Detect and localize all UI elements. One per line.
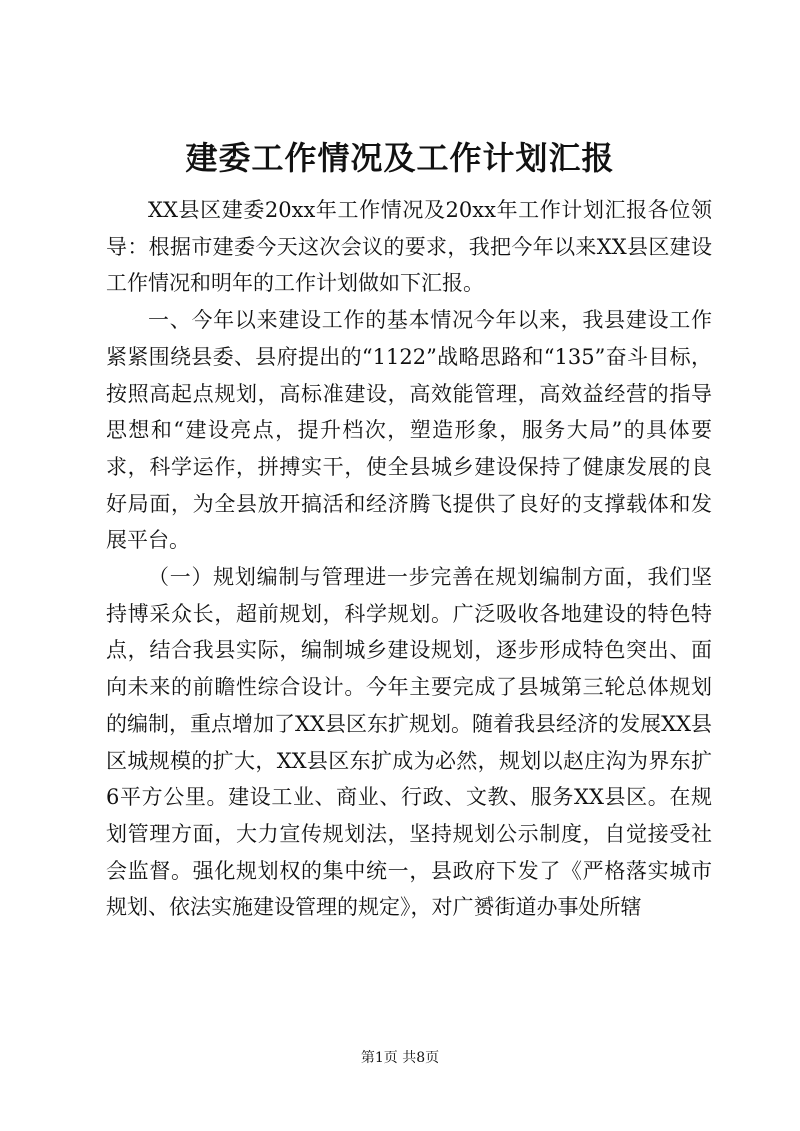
paragraph-intro: XX县区建委20xx年工作情况及20xx年工作计划汇报各位领导：根据市建委今天这次会议的要求，我把今年以来XX县区建设工作情况和明年的工作计划做如下汇报。 <box>106 198 712 296</box>
document-body <box>106 192 712 926</box>
paragraph-subsection-planning: （一）规划编制与管理进一步完善在规划编制方面，我们坚持博采众长，超前规划，科学规划。广泛吸收各地建设的特色特点，结合我县实际，编制城乡建设规划，逐步形成特色突出、面向未来的前瞻性综合设计。今年主要完成了县城第三轮总体规划的编制，重点增加了XX县区东扩规划。随着我县经济的发展XX县区城规模的扩大，XX县区东扩成为必然，规划以赵庄沟为界东扩6平方公里。建设工业、商业、行政、文教、服务XX县区。在规划管理方面，大力宣传规划法，坚持规划公示制度，自觉接受社会监督。强化规划权的集中统一，县政府下发了《严格落实城市规划、依法实施建设管理的规定》，对广赟街道办事处所辖 <box>106 565 712 920</box>
paragraph-section-one: 一、今年以来建设工作的基本情况今年以来，我县建设工作紧紧围绕县委、县府提出的“1122”战略思路和“135”奋斗目标，按照高起点规划，高标准建设，高效能管理，高效益经营的指导思想和“建设亮点，提升档次，塑造形象，服务大局”的具体要求，科学运作，拼搏实干，使全县城乡建设保持了健康发展的良好局面，为全县放开搞活和经济腾飞提供了良好的支撑载体和发展平台。 <box>106 308 712 553</box>
document-title: 建委工作情况及工作计划汇报 <box>185 139 615 177</box>
page-number-footer: 第1页 共8页 <box>360 1050 440 1066</box>
